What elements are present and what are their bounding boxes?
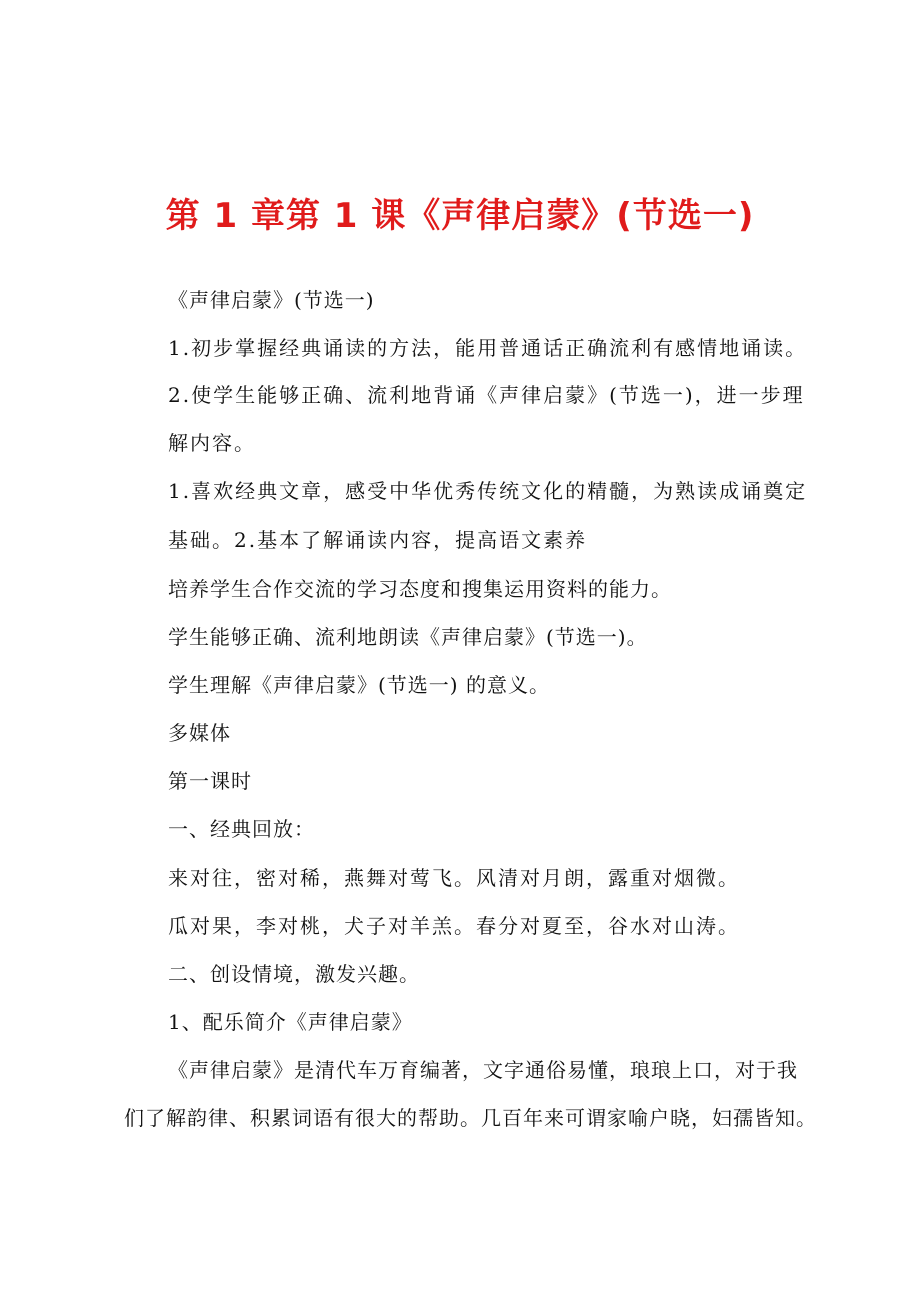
text-line: 学生能够正确、流利地朗读《声律启蒙》(节选一)。 (168, 625, 648, 649)
text-line: 基础。2.基本了解诵读内容，提高语文素养 (168, 528, 588, 552)
text-line: 来对往，密对稀，燕舞对莺飞。风清对月朗，露重对烟微。 (168, 866, 740, 890)
paragraph-line: 《声律启蒙》是清代车万育编著，文字通俗易懂，琅琅上口，对于我 (168, 1058, 798, 1082)
text-line: 培养学生合作交流的学习态度和搜集运用资料的能力。 (168, 577, 672, 601)
text-line: 《声律启蒙》(节选一) (168, 288, 375, 312)
text-line: 学生理解《声律启蒙》(节选一) 的意义。 (168, 673, 550, 697)
paragraph-line: 们了解韵律、积累词语有很大的帮助。几百年来可谓家喻户晓，妇孺皆知。 (124, 1106, 817, 1130)
document-title: 第 1 章第 1 课《声律启蒙》(节选一) (165, 196, 755, 236)
text-line: 瓜对果，李对桃，犬子对羊羔。春分对夏至，谷水对山涛。 (168, 914, 740, 938)
text-line: 一、经典回放： (168, 817, 315, 841)
text-line: 1.喜欢经典文章，感受中华优秀传统文化的精髓，为熟读成诵奠定 (168, 479, 808, 503)
text-line: 1、配乐简介《声律启蒙》 (168, 1010, 413, 1034)
text-line: 多媒体 (168, 721, 231, 745)
text-line: 2.使学生能够正确、流利地背诵《声律启蒙》(节选一)，进一步理 (168, 383, 805, 407)
text-line: 二、创设情境，激发兴趣。 (168, 962, 420, 986)
text-line: 第一课时 (168, 769, 252, 793)
text-line: 解内容。 (168, 431, 256, 455)
text-line: 1.初步掌握经典诵读的方法，能用普通话正确流利有感情地诵读。 (168, 336, 808, 360)
